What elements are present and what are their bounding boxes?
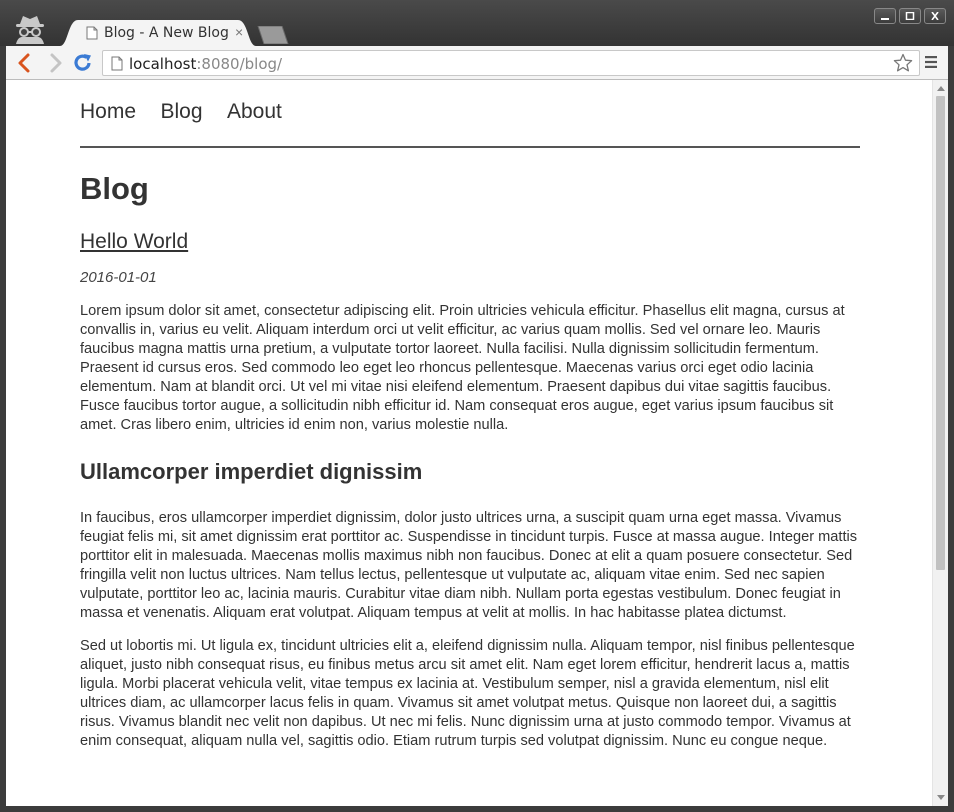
tab-active[interactable] — [60, 20, 256, 46]
page-title: Blog — [80, 171, 149, 206]
tab-title: Blog - A New Blog — [104, 25, 229, 41]
tab-strip — [0, 0, 954, 46]
scroll-up-icon[interactable] — [937, 86, 945, 91]
reload-icon[interactable] — [72, 52, 94, 74]
forward-button[interactable] — [44, 52, 66, 74]
incognito-icon — [12, 14, 48, 44]
post-date: 2016-01-01 — [80, 269, 157, 286]
vertical-scrollbar[interactable] — [932, 80, 948, 806]
nav-about[interactable]: About — [226, 100, 282, 123]
new-tab-button[interactable] — [256, 26, 290, 44]
page-icon — [86, 26, 98, 40]
post-paragraph-2: In faucibus, eros ullamcorper imperdiet dignissim, dolor justo ultrices urna, a suscipit quam urna eget massa. Vivamus feugiat felis mi, sit amet dignissim erat porttitor ac. Suspendisse in tincidunt turpis. Fusce at massa augue. Integer mattis porttitor elit in malesuada. Maecenas mollis maximus nibh non faucibus. Donec at elit a quam posuere consectetur. Sed fringilla velit non luctus ultrices. Nam tellus lectus, pellentesque ut vulputate ac, aliquam vitae enim. Sed nec sapien vulputate, porttitor leo ac, lacinia mauris. Curabitur vitae diam nibh. Nullam porta egestas vestibulum. Donec feugiat in massa et venenatis. Aliquam erat volutpat. Aliquam tempus at velit at mollis. In hac habitasse platea dictumst. — [80, 510, 858, 621]
back-button[interactable] — [14, 52, 36, 74]
post-paragraph-3: Sed ut lobortis mi. Ut ligula ex, tincidunt ultricies elit a, eleifend dignissim nulla. Aliquam tempor, nisl finibus pellentesque aliquet, justo nibh consequat risus, eu finibus metus arcu sit amet elit. Nam eget lorem efficitur, hendrerit lacus a, mattis ligula. Morbi placerat vehicula velit, vitae tempus ex lacinia at. Vestibulum semper, nisl a gravida elementum, nisl elit ultrices diam, ac ullamcorper lacus felis in quam. Vivamus sit amet volutpat metus. Quisque non laoreet dui, a sagittis risus. Vivamus blandit nec velit non dapibus. Ut nec mi felis. Nunc dignissim urna at justo commodo tempor. Vivamus at enim consequat, aliquam nulla vel, sagittis odio. Etiam rutrum turpis sed volutpat dignissim. Nunc eu congue neque. — [80, 638, 855, 749]
url-text — [129, 55, 282, 73]
url-host: localhost — [129, 55, 197, 73]
address-bar[interactable] — [102, 50, 920, 76]
post-title-link[interactable]: Hello World — [80, 230, 189, 253]
page-content — [80, 80, 860, 751]
scroll-down-icon[interactable] — [937, 795, 945, 800]
post-paragraph-1: Lorem ipsum dolor sit amet, consectetur adipiscing elit. Proin ultricies vehicula efficitur. Phasellus elit magna, cursus at convallis in, varius eu velit. Aliquam interdum orci ut velit efficitur, ac varius quam mollis. Sed vel ornare leo. Mauris faucibus magna mattis urna pretium, a vulputate tortor laoreet. Nulla facilisi. Nulla dignissim sollicitudin fermentum. Praesent id cursus eros. Sed commodo leo eget leo rhoncus pellentesque. Maecenas varius orci eget odio lacinia elementum. Nam at blandit orci. Ut vel mi vitae nisi eleifend elementum. Praesent dapibus dui vitae sagittis faucibus. Fusce faucibus tortor augue, a sollicitudin nibh efficitur id. Nam consequat eros augue, eget varius ipsum faucibus sit amet. Cras libero enim, ultricies id enim non, varius molestie nulla. — [80, 303, 845, 433]
nav-blog[interactable]: Blog — [160, 100, 203, 123]
site-nav — [80, 80, 860, 148]
post-title — [80, 228, 860, 256]
bookmark-star-icon[interactable] — [893, 53, 913, 78]
url-path: :8080/blog/ — [196, 55, 283, 73]
tab-close-icon[interactable]: × — [235, 24, 244, 40]
close-window-button[interactable] — [924, 8, 946, 24]
maximize-button[interactable] — [899, 8, 921, 24]
nav-home[interactable]: Home — [80, 100, 137, 123]
post-subheading: Ullamcorper imperdiet dignissim — [80, 459, 423, 484]
scroll-thumb[interactable] — [936, 96, 945, 570]
page-icon — [111, 56, 123, 76]
menu-icon[interactable] — [924, 55, 938, 74]
minimize-button[interactable] — [874, 8, 896, 24]
page-viewport — [6, 80, 932, 806]
browser-toolbar — [6, 46, 948, 80]
window-controls — [874, 8, 946, 24]
